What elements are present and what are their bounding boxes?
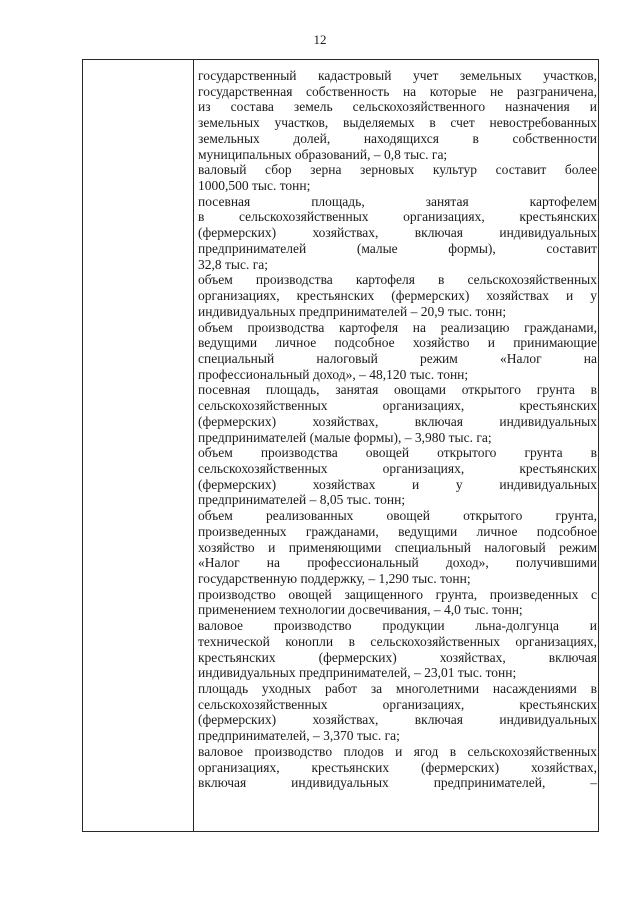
text-line: валовое производство продукции льна-долгунца и [198,618,597,634]
text-line: (фермерских) хозяйствах, включая индивидуальных [198,225,597,241]
table-text-cell [198,68,597,791]
text-line: посевная площадь, занятая овощами открытого грунта в [198,382,597,398]
text-line: посевная площадь, занятая картофелем [198,193,597,209]
text-line: произведенных гражданами, ведущими личное подсобное [198,523,597,539]
text-paragraph [198,445,597,508]
text-paragraph [198,194,597,273]
text-line: сельскохозяйственных организациях, крестьянских [198,696,597,712]
text-line: профессиональный доход», – 48,120 тыс. тонн; [198,366,469,382]
table-column-divider [193,60,194,831]
text-line: государственная собственность на которые не разграничена, [198,83,597,99]
text-line: валовый сбор зерна зерновых культур составит более [198,162,597,178]
text-line: (фермерских) хозяйствах и у индивидуальных [198,476,597,492]
text-line: объем реализованных овощей открытого грунта, [198,508,597,524]
text-line: применением технологии досвечивания, – 4,0 тыс. тонн; [198,602,523,618]
text-paragraph [198,162,597,193]
text-line: крестьянских (фермерских) хозяйствах, включая [198,649,597,665]
text-paragraph [198,508,597,587]
text-line: (фермерских) хозяйствах, включая индивидуальных [198,413,597,429]
text-line: организациях, крестьянских (фермерских) хозяйствах, [198,759,597,775]
text-line: валовое производство плодов и ягод в сельскохозяйственных [198,743,597,759]
text-line: государственную поддержку, – 1,290 тыс. тонн; [198,571,471,586]
page-number: 12 [313,32,327,47]
text-line: производство овощей защищенного грунта, произведенных с [198,586,597,602]
text-line: технической конопли в сельскохозяйственных организациях, [198,633,597,649]
text-paragraph [198,587,597,618]
text-line: сельскохозяйственных организациях, крестьянских [198,460,597,476]
text-paragraph [198,382,597,445]
text-paragraph [198,272,597,319]
text-line: организациях, крестьянских (фермерских) хозяйствах и у [198,288,597,304]
text-line: предпринимателей – 8,05 тыс. тонн; [198,492,406,508]
text-line: земельных участков, выделяемых в счет невостребованных [198,115,597,131]
text-line: включая индивидуальных предпринимателей, – [198,775,597,791]
text-line: предпринимателей (малые формы), составит [198,240,597,256]
text-line: государственный кадастровый учет земельных участков, [198,68,597,83]
text-line: хозяйство и применяющими специальный налоговый режим [198,539,597,555]
text-line: (фермерских) хозяйствах, включая индивидуальных [198,712,597,728]
text-line: объем производства картофеля в сельскохозяйственных [198,272,597,288]
text-line: индивидуальных предпринимателей, – 23,01 тыс. тонн; [198,665,517,681]
text-line: объем производства овощей открытого грунта в [198,445,597,461]
text-line: предпринимателей (малые формы), – 3,980 тыс. га; [198,429,492,445]
text-line: 32,8 тыс. га; [198,256,268,272]
text-paragraph [198,320,597,383]
text-paragraph [198,68,597,162]
text-paragraph [198,681,597,744]
text-paragraph [198,744,597,791]
text-paragraph [198,618,597,681]
text-line: из состава земель сельскохозяйственного назначения и [198,99,597,115]
text-line: объем производства картофеля на реализацию гражданами, [198,319,597,335]
text-line: в сельскохозяйственных организациях, крестьянских [198,209,597,225]
text-line: специальный налоговый режим «Налог на [198,350,597,366]
text-line: «Налог на профессиональный доход», получившими [198,555,597,571]
document-table [82,59,599,832]
text-line: площадь уходных работ за многолетними насаждениями в [198,681,597,697]
text-line: 1000,500 тыс. тонн; [198,178,311,194]
table-left-cell [83,60,193,831]
text-line: ведущими личное подсобное хозяйство и принимающие [198,335,597,351]
text-line: предпринимателей, – 3,370 тыс. га; [198,728,400,744]
text-line: индивидуальных предпринимателей – 20,9 тыс. тонн; [198,303,507,319]
text-line: муниципальных образований, – 0,8 тыс. га; [198,146,448,162]
text-line: сельскохозяйственных организациях, крестьянских [198,398,597,414]
text-line: земельных долей, находящихся в собственности [198,130,597,146]
